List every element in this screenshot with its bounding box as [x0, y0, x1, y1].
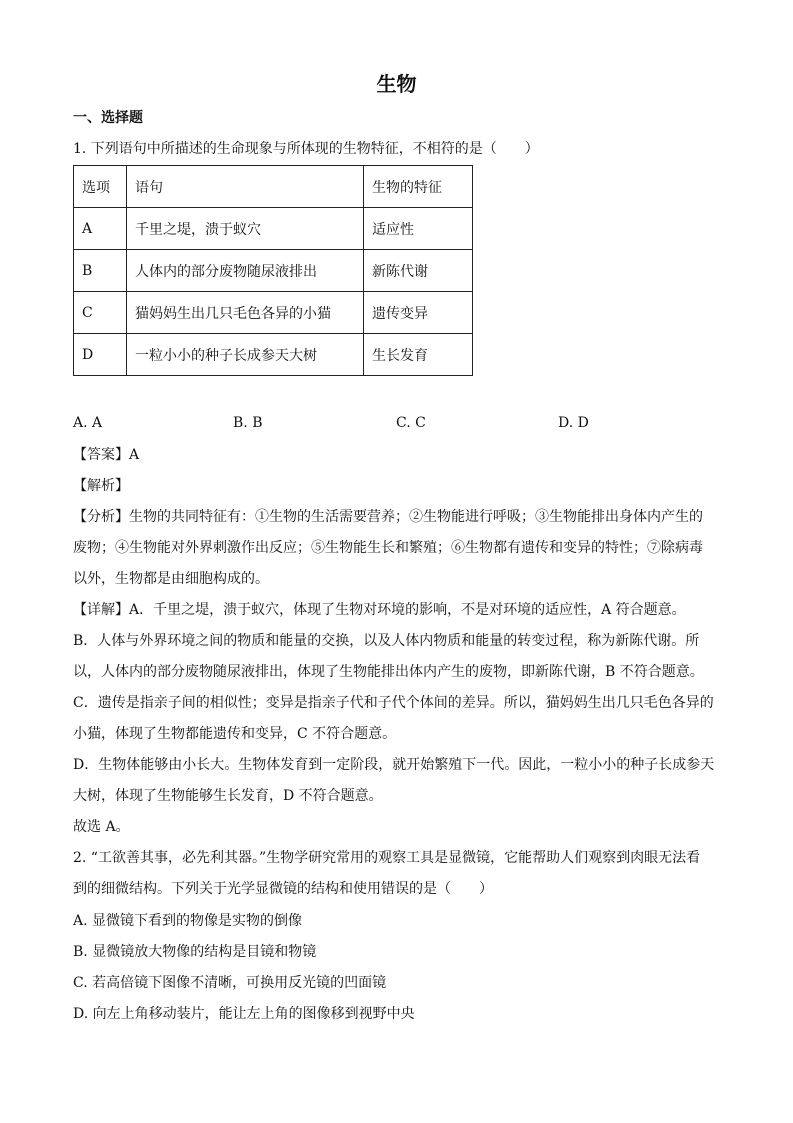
analysis-line: 【分析】生物的共同特征有：①生物的生活需要营养；②生物能进行呼吸；③生物能排出身体内产生的	[73, 509, 703, 525]
table-cell: A	[74, 208, 127, 250]
question-2-option-c: C. 若高倍镜下图像不清晰，可换用反光镜的凹面镜	[73, 975, 387, 991]
analysis-line: 小猫，体现了生物都能遗传和变异，C 不符合题意。	[73, 726, 397, 742]
question-1-option-a: A. A	[73, 415, 103, 431]
analysis-line: 大树，体现了生物能够生长发育，D 不符合题意。	[73, 788, 383, 804]
question-2-option-a: A. 显微镜下看到的物像是实物的倒像	[73, 913, 303, 929]
table-row	[74, 250, 473, 292]
table-cell: 一粒小小的种子长成参天大树	[127, 334, 364, 376]
table-cell: 生长发育	[364, 334, 473, 376]
analysis-line: 以外，生物都是由细胞构成的。	[73, 571, 269, 587]
table-cell: 遗传变异	[364, 292, 473, 334]
table-cell: D	[74, 334, 127, 376]
question-2-option-d: D. 向左上角移动装片，能让左上角的图像移到视野中央	[73, 1006, 415, 1022]
table-cell: 猫妈妈生出几只毛色各异的小猫	[127, 292, 364, 334]
table-header-cell: 选项	[74, 166, 127, 208]
analysis-line: 【详解】A．千里之堤，溃于蚁穴，体现了生物对环境的影响，不是对环境的适应性，A 符合题意。	[73, 602, 686, 618]
page-title: 生物	[376, 72, 417, 96]
question-1-stem: 1. 下列语句中所描述的生命现象与所体现的生物特征，不相符的是（ ）	[73, 141, 539, 157]
analysis-line: B．人体与外界环境之间的物质和能量的交换，以及人体内物质和能量的转变过程，称为新陈代谢。所	[73, 633, 700, 649]
question-1-option-c: C. C	[396, 415, 426, 431]
question-1-option-d: D. D	[558, 415, 589, 431]
section-heading: 一、选择题	[73, 110, 143, 126]
question-2-option-b: B. 显微镜放大物像的结构是目镜和物镜	[73, 944, 317, 960]
question-1-table	[73, 165, 473, 376]
table-row	[74, 208, 473, 250]
analysis-line: D．生物体能够由小长大。生物体发育到一定阶段，就开始繁殖下一代。因此，一粒小小的种子长成参天	[73, 757, 715, 773]
analysis-line: 废物；④生物能对外界刺激作出反应；⑤生物能生长和繁殖；⑥生物都有遗传和变异的特性；⑦除病毒	[73, 540, 703, 556]
table-cell: C	[74, 292, 127, 334]
table-cell: 千里之堤，溃于蚁穴	[127, 208, 364, 250]
analysis-line: C．遗传是指亲子间的相似性；变异是指亲子代和子代个体间的差异。所以，猫妈妈生出几只毛色各异的	[73, 695, 714, 711]
question-2-stem: 2. “工欲善其事，必先利其器。”生物学研究常用的观察工具是显微镜，它能帮助人们观察到肉眼无法看	[73, 850, 701, 866]
analysis-line: 故选 A。	[73, 819, 130, 835]
table-row	[74, 334, 473, 376]
analysis-line: 以，人体内的部分废物随尿液排出，体现了生物能排出体内产生的废物，即新陈代谢，B 不符合题意。	[73, 664, 704, 680]
table-cell: B	[74, 250, 127, 292]
question-1-option-b: B. B	[233, 415, 263, 431]
analysis-label: 【解析】	[73, 478, 129, 494]
table-cell: 人体内的部分废物随尿液排出	[127, 250, 364, 292]
table-header-row	[74, 166, 473, 208]
table-cell: 适应性	[364, 208, 473, 250]
table-row	[74, 292, 473, 334]
table-header-cell: 生物的特征	[364, 166, 473, 208]
table-cell: 新陈代谢	[364, 250, 473, 292]
question-2-stem: 到的细微结构。下列关于光学显微镜的结构和使用错误的是（ ）	[73, 881, 493, 897]
answer-line: 【答案】A	[73, 447, 140, 463]
table-header-cell: 语句	[127, 166, 364, 208]
